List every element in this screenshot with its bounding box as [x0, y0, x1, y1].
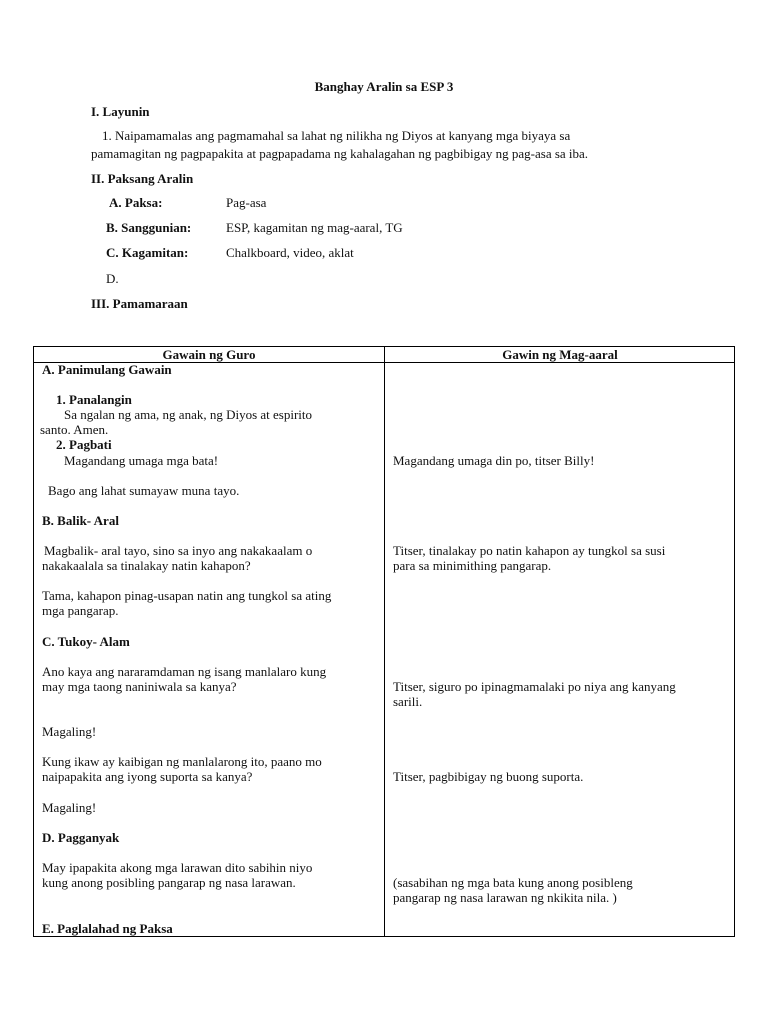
balik-aral-answer-line1: Tama, kahapon pinag-usapan natin ang tungkol sa ating — [42, 588, 332, 603]
layunin-item-line1: 1. Naipamamalas ang pagmamahal sa lahat ng nilikha ng Diyos at kanyang mga biyaya sa — [102, 128, 571, 143]
panalangin-line1: Sa ngalan ng ama, ng anak, ng Diyos at espirito — [64, 407, 313, 422]
balik-aral-heading: B. Balik- Aral — [42, 513, 119, 528]
balik-aral-question-line1: Magbalik- aral tayo, sino sa inyo ang nakakaalam o — [44, 543, 313, 558]
magaling-text-2: Magaling! — [42, 800, 97, 815]
tukoy-alam-response-line2: sarili. — [393, 694, 423, 709]
paksang-aralin-heading: II. Paksang Aralin — [91, 171, 194, 186]
balik-aral-question-line2: nakakaalala sa tinalakay natin kahapon? — [42, 558, 251, 573]
sumayaw-text: Bago ang lahat sumayaw muna tayo. — [48, 483, 240, 498]
layunin-item-line2: pamamagitan ng pagpapakita at pagpapadama ng kahalagahan ng pagbibigay ng pag-asa sa iba. — [91, 146, 589, 161]
pagganyak-line2: kung anong posibling pangarap ng nasa larawan. — [42, 875, 296, 890]
tukoy-alam-question-line1: Ano kaya ang nararamdaman ng isang manlalaro kung — [42, 664, 327, 679]
header-gawain-magaaral: Gawin ng Mag-aaral — [502, 347, 618, 362]
column-divider — [384, 347, 385, 936]
kagamitan-value: Chalkboard, video, aklat — [226, 245, 354, 260]
kagamitan-label: C. Kagamitan: — [106, 245, 189, 260]
lesson-table — [33, 346, 735, 937]
paglalahad-heading: E. Paglalahad ng Paksa — [42, 921, 173, 936]
tukoy-alam-question-line3: Kung ikaw ay kaibigan ng manlalarong ito, paano mo — [42, 754, 322, 769]
paksa-value: Pag-asa — [226, 195, 267, 210]
panalangin-line2: santo. Amen. — [40, 422, 109, 437]
pagganyak-heading: D. Pagganyak — [42, 830, 120, 845]
tukoy-alam-response-line1: Titser, siguro po ipinagmamalaki po niya ang kanyang — [393, 679, 676, 694]
tukoy-alam-question-line2: may mga taong naniniwala sa kanya? — [42, 679, 237, 694]
tukoy-alam-response-line3: Titser, pagbibigay ng buong suporta. — [393, 769, 584, 784]
balik-aral-response-line2: para sa minimithing pangarap. — [393, 558, 552, 573]
pagbati-response: Magandang umaga din po, titser Billy! — [393, 453, 595, 468]
pagbati-text: Magandang umaga mga bata! — [64, 453, 219, 468]
d-label: D. — [106, 271, 119, 286]
document-title: Banghay Aralin sa ESP 3 — [314, 79, 454, 94]
pagganyak-line1: May ipapakita akong mga larawan dito sabihin niyo — [42, 860, 313, 875]
sanggunian-label: B. Sanggunian: — [106, 220, 192, 235]
magaling-text-1: Magaling! — [42, 724, 97, 739]
balik-aral-response-line1: Titser, tinalakay po natin kahapon ay tungkol sa susi — [393, 543, 666, 558]
tukoy-alam-heading: C. Tukoy- Alam — [42, 634, 130, 649]
paksa-label: A. Paksa: — [109, 195, 163, 210]
header-gawain-guro: Gawain ng Guro — [162, 347, 256, 362]
pagganyak-response-line1: (sasabihan ng mga bata kung anong posibleng — [393, 875, 633, 890]
balik-aral-answer-line2: mga pangarap. — [42, 603, 119, 618]
layunin-heading: I. Layunin — [91, 104, 150, 119]
sanggunian-value: ESP, kagamitan ng mag-aaral, TG — [226, 220, 403, 235]
panalangin-heading: 1. Panalangin — [56, 392, 132, 407]
pamamaraan-heading: III. Pamamaraan — [91, 296, 188, 311]
pagganyak-response-line2: pangarap ng nasa larawan ng nkikita nila. ) — [393, 890, 617, 905]
pagbati-heading: 2. Pagbati — [56, 437, 112, 452]
tukoy-alam-question-line4: naipapakita ang iyong suporta sa kanya? — [42, 769, 253, 784]
panimulang-gawain-heading: A. Panimulang Gawain — [42, 362, 172, 377]
